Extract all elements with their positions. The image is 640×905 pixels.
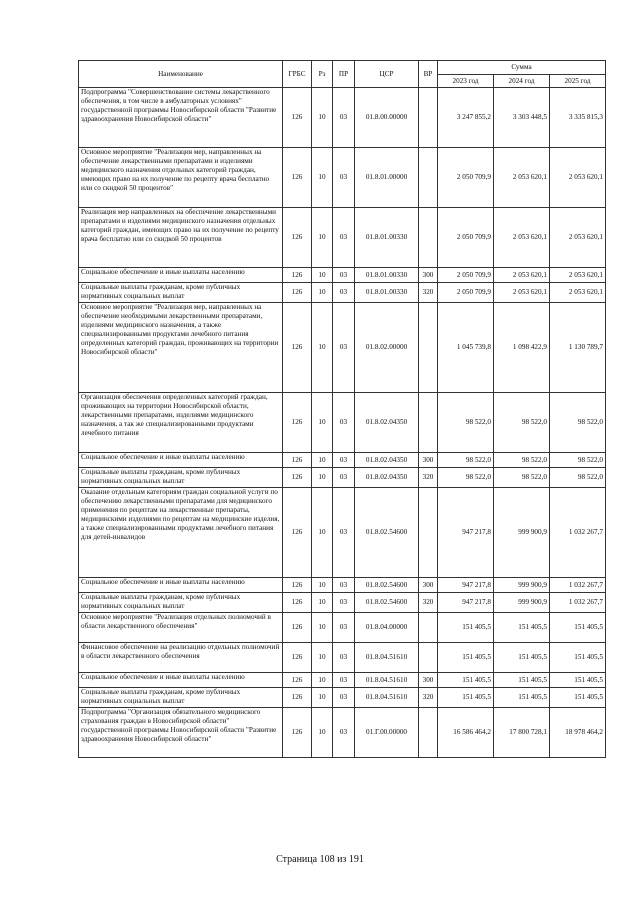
row-pr: 03 bbox=[333, 148, 355, 208]
row-rz: 10 bbox=[312, 453, 333, 468]
row-name: Социальные выплаты гражданам, кроме публичных нормативных социальных выплат bbox=[79, 688, 283, 708]
row-csr: 01.8.02.54600 bbox=[355, 488, 419, 578]
row-grbs: 126 bbox=[283, 613, 312, 643]
header-grbs: ГРБС bbox=[283, 61, 312, 88]
row-pr: 03 bbox=[333, 578, 355, 593]
row-value-2025: 2 053 620,1 bbox=[550, 208, 606, 268]
row-value-2024: 2 053 620,1 bbox=[494, 208, 550, 268]
row-vr: 320 bbox=[419, 688, 438, 708]
row-name: Оказание отдельным категориям граждан социальной услуги по обеспечению лекарственными препаратами для медицинского применения по рецептам на лекарственные препараты, медицинскими изделиями по рецептам на медицинские изделия, а также специализированными продуктами лечебного питания для детей-инвалидов bbox=[79, 488, 283, 578]
row-vr: 300 bbox=[419, 673, 438, 688]
row-rz: 10 bbox=[312, 468, 333, 488]
row-rz: 10 bbox=[312, 303, 333, 393]
header-year-2025: 2025 год bbox=[550, 75, 606, 88]
table-row bbox=[79, 283, 606, 303]
row-grbs: 126 bbox=[283, 283, 312, 303]
row-rz: 10 bbox=[312, 488, 333, 578]
row-csr: 01.Г.00.00000 bbox=[355, 708, 419, 758]
row-value-2024: 2 053 620,1 bbox=[494, 283, 550, 303]
header-year-2023: 2023 год bbox=[438, 75, 494, 88]
row-value-2024: 3 303 448,5 bbox=[494, 88, 550, 148]
row-grbs: 126 bbox=[283, 643, 312, 673]
row-rz: 10 bbox=[312, 643, 333, 673]
row-value-2023: 98 522,0 bbox=[438, 468, 494, 488]
row-value-2025: 3 335 815,3 bbox=[550, 88, 606, 148]
row-csr: 01.8.02.04350 bbox=[355, 453, 419, 468]
budget-table bbox=[78, 60, 606, 758]
page-number: Страница 108 из 191 bbox=[276, 854, 364, 865]
row-value-2023: 2 050 709,9 bbox=[438, 283, 494, 303]
row-rz: 10 bbox=[312, 673, 333, 688]
row-value-2024: 999 900,9 bbox=[494, 488, 550, 578]
header-pr: ПР bbox=[333, 61, 355, 88]
row-pr: 03 bbox=[333, 643, 355, 673]
row-vr: 320 bbox=[419, 468, 438, 488]
row-rz: 10 bbox=[312, 708, 333, 758]
row-vr bbox=[419, 393, 438, 453]
row-grbs: 126 bbox=[283, 488, 312, 578]
row-csr: 01.8.04.51610 bbox=[355, 673, 419, 688]
row-value-2023: 98 522,0 bbox=[438, 393, 494, 453]
table-body bbox=[79, 88, 606, 758]
table-row bbox=[79, 148, 606, 208]
row-vr bbox=[419, 148, 438, 208]
row-value-2024: 98 522,0 bbox=[494, 393, 550, 453]
row-value-2023: 151 405,5 bbox=[438, 688, 494, 708]
row-pr: 03 bbox=[333, 208, 355, 268]
row-value-2024: 2 053 620,1 bbox=[494, 148, 550, 208]
row-pr: 03 bbox=[333, 88, 355, 148]
row-grbs: 126 bbox=[283, 688, 312, 708]
row-value-2023: 2 050 709,9 bbox=[438, 268, 494, 283]
table-row bbox=[79, 613, 606, 643]
row-value-2024: 151 405,5 bbox=[494, 613, 550, 643]
row-value-2025: 151 405,5 bbox=[550, 688, 606, 708]
row-value-2024: 1 098 422,9 bbox=[494, 303, 550, 393]
row-grbs: 126 bbox=[283, 148, 312, 208]
row-pr: 03 bbox=[333, 303, 355, 393]
table-row bbox=[79, 393, 606, 453]
row-csr: 01.8.04.00000 bbox=[355, 613, 419, 643]
row-rz: 10 bbox=[312, 613, 333, 643]
table-row bbox=[79, 303, 606, 393]
table-row bbox=[79, 578, 606, 593]
row-csr: 01.8.04.51610 bbox=[355, 688, 419, 708]
row-csr: 01.8.00.00000 bbox=[355, 88, 419, 148]
row-pr: 03 bbox=[333, 283, 355, 303]
row-pr: 03 bbox=[333, 708, 355, 758]
table-row bbox=[79, 593, 606, 613]
row-name: Социальное обеспечение и иные выплаты населению bbox=[79, 673, 283, 688]
row-value-2025: 1 032 267,7 bbox=[550, 578, 606, 593]
row-vr bbox=[419, 208, 438, 268]
row-vr: 300 bbox=[419, 453, 438, 468]
table-row bbox=[79, 468, 606, 488]
table-row bbox=[79, 488, 606, 578]
row-value-2023: 2 050 709,9 bbox=[438, 148, 494, 208]
row-grbs: 126 bbox=[283, 593, 312, 613]
row-vr: 300 bbox=[419, 578, 438, 593]
table-row bbox=[79, 208, 606, 268]
row-vr bbox=[419, 488, 438, 578]
table-row bbox=[79, 88, 606, 148]
row-value-2023: 947 217,8 bbox=[438, 488, 494, 578]
row-value-2023: 1 045 739,8 bbox=[438, 303, 494, 393]
table-row bbox=[79, 453, 606, 468]
row-csr: 01.8.02.54600 bbox=[355, 578, 419, 593]
row-value-2023: 3 247 855,2 bbox=[438, 88, 494, 148]
row-rz: 10 bbox=[312, 283, 333, 303]
row-name: Социальное обеспечение и иные выплаты населению bbox=[79, 268, 283, 283]
row-value-2024: 2 053 620,1 bbox=[494, 268, 550, 283]
row-csr: 01.8.01.00330 bbox=[355, 208, 419, 268]
header-vr: ВР bbox=[419, 61, 438, 88]
row-name: Основное мероприятие "Реализация отдельных полномочий в области лекарственного обеспечения" bbox=[79, 613, 283, 643]
row-value-2025: 1 130 789,7 bbox=[550, 303, 606, 393]
row-name: Социальные выплаты гражданам, кроме публичных нормативных социальных выплат bbox=[79, 593, 283, 613]
row-pr: 03 bbox=[333, 593, 355, 613]
row-vr bbox=[419, 88, 438, 148]
row-vr bbox=[419, 613, 438, 643]
row-value-2024: 151 405,5 bbox=[494, 673, 550, 688]
row-value-2025: 98 522,0 bbox=[550, 453, 606, 468]
row-value-2024: 17 800 728,1 bbox=[494, 708, 550, 758]
row-value-2025: 151 405,5 bbox=[550, 673, 606, 688]
row-value-2025: 98 522,0 bbox=[550, 393, 606, 453]
row-rz: 10 bbox=[312, 593, 333, 613]
table-row bbox=[79, 688, 606, 708]
table-row bbox=[79, 643, 606, 673]
row-pr: 03 bbox=[333, 468, 355, 488]
row-value-2023: 947 217,8 bbox=[438, 578, 494, 593]
row-csr: 01.8.01.00330 bbox=[355, 268, 419, 283]
row-pr: 03 bbox=[333, 488, 355, 578]
header-year-2024: 2024 год bbox=[494, 75, 550, 88]
row-value-2023: 2 050 709,9 bbox=[438, 208, 494, 268]
row-grbs: 126 bbox=[283, 303, 312, 393]
row-value-2024: 999 900,9 bbox=[494, 593, 550, 613]
row-value-2025: 98 522,0 bbox=[550, 468, 606, 488]
row-grbs: 126 bbox=[283, 88, 312, 148]
row-value-2024: 999 900,9 bbox=[494, 578, 550, 593]
row-rz: 10 bbox=[312, 393, 333, 453]
row-name: Финансовое обеспечение на реализацию отдельных полномочий в области лекарственного обеспечения bbox=[79, 643, 283, 673]
row-pr: 03 bbox=[333, 268, 355, 283]
row-grbs: 126 bbox=[283, 578, 312, 593]
row-vr bbox=[419, 708, 438, 758]
row-name: Социальные выплаты гражданам, кроме публичных нормативных социальных выплат bbox=[79, 283, 283, 303]
row-vr: 320 bbox=[419, 283, 438, 303]
row-value-2023: 947 217,8 bbox=[438, 593, 494, 613]
row-name: Социальное обеспечение и иные выплаты населению bbox=[79, 578, 283, 593]
row-rz: 10 bbox=[312, 88, 333, 148]
row-csr: 01.8.02.54600 bbox=[355, 593, 419, 613]
row-value-2024: 151 405,5 bbox=[494, 643, 550, 673]
row-vr: 320 bbox=[419, 593, 438, 613]
row-csr: 01.8.01.00000 bbox=[355, 148, 419, 208]
row-name: Социальное обеспечение и иные выплаты населению bbox=[79, 453, 283, 468]
header-sum: Сумма bbox=[438, 61, 606, 75]
table-row bbox=[79, 673, 606, 688]
row-vr bbox=[419, 643, 438, 673]
row-pr: 03 bbox=[333, 453, 355, 468]
row-grbs: 126 bbox=[283, 208, 312, 268]
row-value-2023: 98 522,0 bbox=[438, 453, 494, 468]
row-value-2025: 1 032 267,7 bbox=[550, 488, 606, 578]
row-rz: 10 bbox=[312, 268, 333, 283]
row-csr: 01.8.02.00000 bbox=[355, 303, 419, 393]
row-rz: 10 bbox=[312, 578, 333, 593]
row-name: Основное мероприятие "Реализация мер, направленных на обеспечение необходимыми лекарственными препаратами, изделиями медицинского назначения, а также специализированными продуктами лечебного питания определенных категорий граждан, проживающих на территории Новосибирской области" bbox=[79, 303, 283, 393]
row-value-2025: 151 405,5 bbox=[550, 613, 606, 643]
row-value-2025: 2 053 620,1 bbox=[550, 148, 606, 208]
table-row bbox=[79, 268, 606, 283]
row-grbs: 126 bbox=[283, 708, 312, 758]
row-csr: 01.8.01.00330 bbox=[355, 283, 419, 303]
row-csr: 01.8.02.04350 bbox=[355, 393, 419, 453]
row-value-2025: 151 405,5 bbox=[550, 643, 606, 673]
row-name: Социальные выплаты гражданам, кроме публичных нормативных социальных выплат bbox=[79, 468, 283, 488]
row-grbs: 126 bbox=[283, 268, 312, 283]
row-name: Основное мероприятие "Реализация мер, направленных на обеспечение лекарственными препаратами и изделиями медицинского назначения отдельных категорий граждан, имеющих право на их получение по рецепту врача бесплатно или со скидкой 50 процентов" bbox=[79, 148, 283, 208]
row-pr: 03 bbox=[333, 613, 355, 643]
row-pr: 03 bbox=[333, 393, 355, 453]
row-name: Организация обеспечения определенных категорий граждан, проживающих на территории Новосибирской области, лекарственными препаратами, изделиями медицинского назначения, а так же специализированными продуктами лечебного питания bbox=[79, 393, 283, 453]
row-value-2025: 2 053 620,1 bbox=[550, 268, 606, 283]
header-rz: Рз bbox=[312, 61, 333, 88]
row-pr: 03 bbox=[333, 673, 355, 688]
row-csr: 01.8.04.51610 bbox=[355, 643, 419, 673]
row-value-2025: 2 053 620,1 bbox=[550, 283, 606, 303]
row-grbs: 126 bbox=[283, 468, 312, 488]
row-value-2025: 18 978 464,2 bbox=[550, 708, 606, 758]
row-grbs: 126 bbox=[283, 673, 312, 688]
header-name: Наименование bbox=[79, 61, 283, 88]
row-name: Реализация мер направленных на обеспечение лекарственными препаратами и изделиями медицинского назначения отдельных категорий граждан, имеющих право на их получение по рецепту врача бесплатно или со скидкой 50 процентов bbox=[79, 208, 283, 268]
row-vr: 300 bbox=[419, 268, 438, 283]
row-name: Подпрограмма "Совершенствование системы лекарственного обеспечения, в том числе в амбулаторных условиях" государственной программы Новосибирской области "Развитие здравоохранения Новосибирской области" bbox=[79, 88, 283, 148]
row-rz: 10 bbox=[312, 148, 333, 208]
row-value-2024: 98 522,0 bbox=[494, 453, 550, 468]
row-value-2023: 151 405,5 bbox=[438, 673, 494, 688]
row-grbs: 126 bbox=[283, 393, 312, 453]
row-grbs: 126 bbox=[283, 453, 312, 468]
row-rz: 10 bbox=[312, 208, 333, 268]
row-value-2025: 1 032 267,7 bbox=[550, 593, 606, 613]
header-csr: ЦСР bbox=[355, 61, 419, 88]
row-value-2024: 151 405,5 bbox=[494, 688, 550, 708]
row-rz: 10 bbox=[312, 688, 333, 708]
row-csr: 01.8.02.04350 bbox=[355, 468, 419, 488]
row-value-2024: 98 522,0 bbox=[494, 468, 550, 488]
row-value-2023: 16 586 464,2 bbox=[438, 708, 494, 758]
row-vr bbox=[419, 303, 438, 393]
table-row bbox=[79, 708, 606, 758]
row-value-2023: 151 405,5 bbox=[438, 613, 494, 643]
row-pr: 03 bbox=[333, 688, 355, 708]
row-value-2023: 151 405,5 bbox=[438, 643, 494, 673]
row-name: Подпрограмма "Организация обязательного медицинского страхования граждан в Новосибирской области" государственной программы Новосибирской области "Развитие здравоохранения Новосибирской области" bbox=[79, 708, 283, 758]
